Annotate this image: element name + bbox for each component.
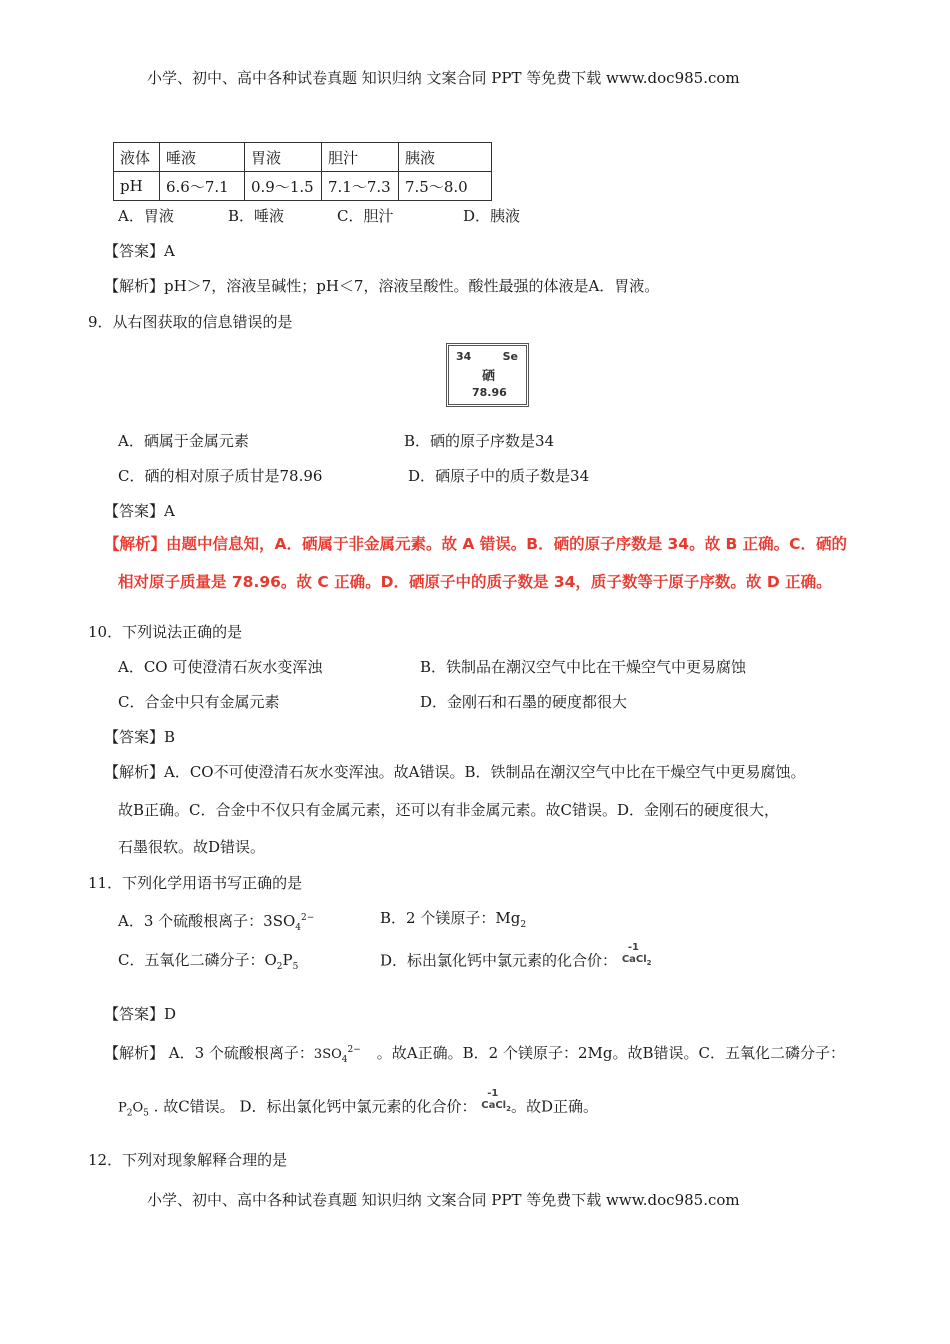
q10-analysis-line-1: 【解析】A．CO不可使澄清石灰水变浑浊。故A错误。B．铁制品在潮汉空气中比在干燥空气中更易腐蚀。: [104, 763, 806, 781]
subscript: 4: [295, 923, 302, 933]
q9-option-d: D．硒原子中的质子数是34: [408, 467, 590, 485]
table-cell: 0.9～1.5: [245, 172, 322, 201]
q10-option-c: C．合金中只有金属元素: [118, 693, 280, 711]
element-number: 34: [456, 350, 472, 363]
ph-table: [113, 142, 492, 201]
subscript: 5: [143, 1108, 149, 1119]
formula: CaCl: [481, 1100, 507, 1111]
table-cell: 7.1～7.3: [322, 172, 399, 201]
q8-option-b: B．唾液: [228, 207, 285, 225]
option-text: B．2 个镁原子：: [380, 909, 496, 927]
subscript: 2: [126, 1108, 133, 1119]
formula: P: [282, 951, 293, 969]
table-cell: pH: [114, 172, 160, 201]
q11-option-c: [118, 950, 298, 977]
formula: Mg: [495, 909, 521, 927]
q10-analysis-line-3: 石墨很软。故D错误。: [118, 838, 266, 856]
q10-option-a: A．CO 可使澄清石灰水变浑浊: [118, 658, 323, 676]
q11-answer: 【答案】D: [104, 1005, 177, 1023]
q10-answer: 【答案】B: [104, 728, 176, 746]
table-cell: 液体: [114, 143, 160, 172]
subscript: 2: [646, 959, 652, 967]
q9-analysis-line-2: 相对原子质量是 78.96。故 C 正确。D．硒原子中的质子数是 34，质子数等于原子序数。故 D 正确。: [118, 573, 832, 591]
q8-analysis: 【解析】pH＞7，溶液呈碱性；pH＜7，溶液呈酸性。酸性最强的体液是A．胃液。: [104, 277, 660, 295]
element-mass: 78.96: [472, 386, 507, 399]
analysis-text: . 故C错误。 D．标出氯化钙中氯元素的化合价：: [148, 1097, 477, 1116]
formula: CaCl: [621, 954, 647, 965]
superscript: 2−: [301, 913, 315, 923]
subscript: 2: [520, 920, 527, 930]
cacl2-valence-formula: [481, 1088, 511, 1119]
analysis-text: 【解析】 A．3 个硫酸根离子：: [104, 1044, 314, 1062]
table-row: [114, 172, 492, 201]
q11-option-b: [380, 908, 526, 935]
table-cell: 6.6～7.1: [160, 172, 245, 201]
formula: 3SO: [313, 1047, 342, 1062]
q10-option-d: D．金刚石和石墨的硬度都很大: [420, 693, 628, 711]
q10-stem: 10．下列说法正确的是: [88, 623, 243, 641]
q11-option-a: [118, 908, 314, 938]
table-row: [114, 143, 492, 172]
q9-option-b: B．硒的原子序数是34: [404, 432, 555, 450]
q8-option-d: D．胰液: [463, 207, 521, 225]
table-cell: 胃液: [245, 143, 322, 172]
q9-option-a: A．硒属于金属元素: [118, 432, 249, 450]
valence-mark: -1: [627, 942, 639, 953]
formula: O: [132, 1100, 144, 1116]
element-name: 硒: [482, 369, 496, 384]
option-text: A．3 个硫酸根离子：: [118, 912, 264, 930]
q8-option-c: C．胆汁: [337, 207, 394, 225]
formula: 3SO: [263, 912, 296, 930]
analysis-text: 。故A正确。B．2 个镁原子：2Mg。故B错误。C．五氧化二磷分子：: [376, 1044, 845, 1062]
q11-stem: 11．下列化学用语书写正确的是: [88, 874, 303, 892]
q9-analysis-line-1: 【解析】由题中信息知，A．硒属于非金属元素。故 A 错误。B．硒的原子序数是 34。故 B 正确。C．硒的: [104, 535, 848, 553]
element-symbol: Se: [502, 350, 518, 363]
element-card-selenium: [446, 343, 529, 407]
cacl2-valence-formula: [621, 942, 652, 973]
q8-option-a: A．胃液: [118, 207, 174, 225]
q9-option-c: C．硒的相对原子质甘是78.96: [118, 467, 323, 485]
option-text: C．五氧化二磷分子：: [118, 951, 265, 969]
table-cell: 唾液: [160, 143, 245, 172]
subscript: 2: [506, 1105, 511, 1113]
q11-analysis-line-1: [104, 1040, 845, 1070]
table-cell: 7.5～8.0: [399, 172, 492, 201]
subscript: 2: [276, 962, 283, 972]
subscript: 4: [341, 1055, 348, 1065]
table-cell: 胰液: [399, 143, 492, 172]
q9-stem: 9．从右图获取的信息错误的是: [88, 313, 293, 331]
subscript: 5: [292, 962, 299, 972]
valence-mark: -1: [487, 1088, 499, 1099]
formula: P: [118, 1100, 127, 1116]
q10-option-b: B．铁制品在潮汉空气中比在干燥空气中更易腐蚀: [420, 658, 747, 676]
q8-answer: 【答案】A: [104, 242, 175, 260]
option-text: D．标出氯化钙中氯元素的化合价：: [380, 951, 618, 970]
q10-analysis-line-2: 故B正确。C．合金中不仅只有金属元素，还可以有非金属元素。故C错误。D．金刚石的硬度很大，: [118, 801, 780, 819]
q11-option-d: [380, 942, 652, 973]
analysis-text: 。故D正确。: [510, 1097, 599, 1116]
table-cell: 胆汁: [322, 143, 399, 172]
q11-analysis-line-2: [118, 1088, 599, 1124]
superscript: 2−: [347, 1045, 361, 1055]
q9-answer: 【答案】A: [104, 502, 175, 520]
page-header: 小学、初中、高中各种试卷真题 知识归纳 文案合同 PPT 等免费下载 www.doc985.com: [147, 69, 740, 87]
page-footer: 小学、初中、高中各种试卷真题 知识归纳 文案合同 PPT 等免费下载 www.doc985.com: [147, 1191, 740, 1209]
q12-stem: 12．下列对现象解释合理的是: [88, 1151, 288, 1169]
formula: O: [264, 951, 277, 969]
